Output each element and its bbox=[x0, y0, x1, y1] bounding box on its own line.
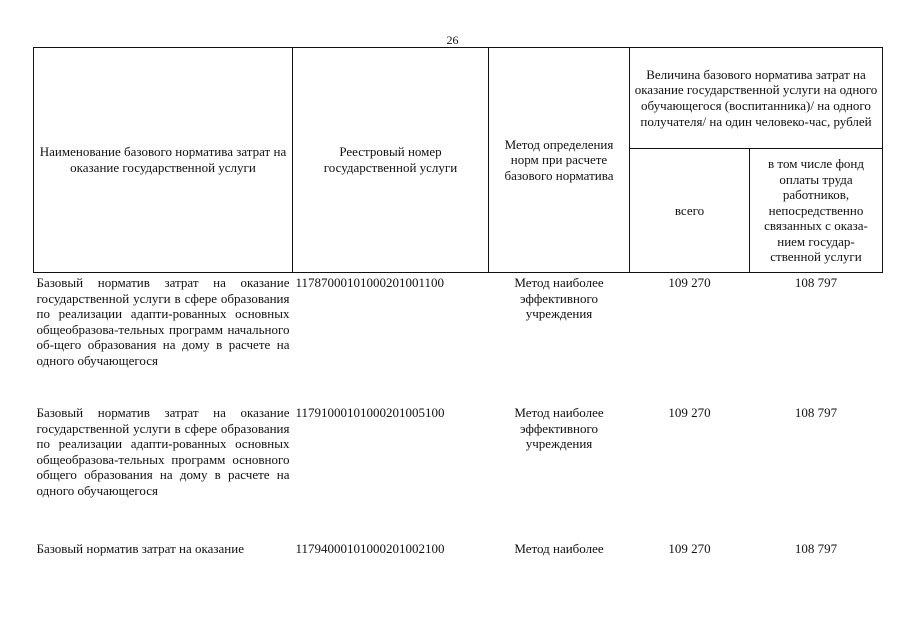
header-cell-method: Метод определения норм при расчете базового норматива bbox=[489, 48, 630, 273]
header-cell-value-group: Величина базового норматива затрат на оказание государственной услуги на одного обучающегося (воспитанника)/ на одного получателя/ на один человеко-час, рублей bbox=[630, 48, 883, 149]
header-cell-registry: Реестровый номер государственной услуги bbox=[293, 48, 489, 273]
row-registry-cell: 11791000101000201005100 bbox=[295, 405, 445, 420]
header-cell-payroll: в том числе фонд оплаты труда работников, непосредственно связанных с оказа-нием государ-ственной услуги bbox=[750, 149, 883, 273]
row-registry-cell: 11787000101000201001100 bbox=[295, 275, 445, 290]
row-total-cell: 109 270 bbox=[668, 541, 711, 556]
header-row-top bbox=[34, 48, 883, 149]
base-norms-table bbox=[33, 47, 883, 571]
row-name-cell: Базовый норматив затрат на оказание государственной услуги в сфере образования по реализации адапти-рованных основных общеобразова-тельных программ основного общего образования на дому в расчете на одного обучающегося bbox=[36, 405, 290, 498]
row-name-cell: Базовый норматив затрат на оказание государственной услуги в сфере образования по реализации адапти-рованных основных общеобразова-тельных программ начального об-щего образования на дому в расчете на одного обучающегося bbox=[36, 275, 290, 368]
table-row bbox=[34, 533, 883, 571]
table-body bbox=[34, 273, 883, 572]
row-method-cell: Метод наиболее эффективного учреждения bbox=[514, 275, 604, 322]
row-total-cell: 109 270 bbox=[668, 275, 711, 290]
page-number: 26 bbox=[446, 33, 459, 47]
row-payroll-cell: 108 797 bbox=[794, 405, 838, 420]
row-registry-cell: 11794000101000201002100 bbox=[295, 541, 445, 556]
row-total-cell: 109 270 bbox=[668, 405, 711, 420]
header-cell-name: Наименование базового норматива затрат на оказание государственной услуги bbox=[34, 48, 293, 273]
table-header bbox=[34, 48, 883, 273]
row-payroll-cell: 108 797 bbox=[794, 541, 838, 556]
row-name-cell: Базовый норматив затрат на оказание bbox=[36, 541, 244, 556]
table-row bbox=[34, 403, 883, 533]
row-method-cell: Метод наиболее bbox=[514, 541, 604, 556]
row-payroll-cell: 108 797 bbox=[794, 275, 838, 290]
table-row bbox=[34, 273, 883, 404]
row-method-cell: Метод наиболее эффективного учреждения bbox=[514, 405, 604, 452]
header-cell-total: всего bbox=[630, 149, 750, 273]
